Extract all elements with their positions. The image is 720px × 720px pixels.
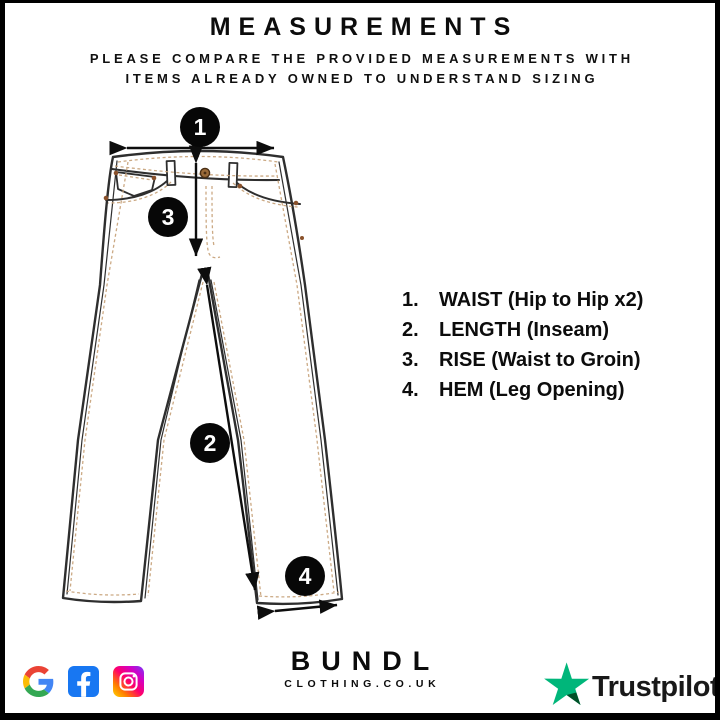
marker-waist bbox=[180, 107, 220, 147]
legend-text: WAIST (Hip to Hip x2) bbox=[439, 289, 644, 311]
brand-domain: CLOTHING.CO.UK bbox=[284, 678, 441, 690]
legend-number: 1. bbox=[402, 289, 419, 311]
legend-item-length bbox=[402, 319, 643, 341]
brand-name: BUNDL bbox=[290, 646, 441, 676]
legend-number: 4. bbox=[402, 379, 419, 401]
marker-length bbox=[190, 423, 230, 463]
legend-text: LENGTH (Inseam) bbox=[439, 319, 610, 341]
legend-number: 2. bbox=[402, 319, 419, 341]
trustpilot-star-icon bbox=[544, 661, 590, 706]
legend-item-rise bbox=[402, 349, 643, 371]
marker-rise bbox=[148, 197, 188, 237]
marker-label: 1 bbox=[193, 113, 207, 140]
page-title: MEASUREMENTS bbox=[209, 13, 519, 41]
marker-label: 4 bbox=[298, 562, 312, 589]
measurement-legend bbox=[402, 289, 643, 409]
legend-text: HEM (Leg Opening) bbox=[439, 379, 625, 401]
trustpilot-wordmark: Trustpilot bbox=[592, 671, 720, 703]
legend-number: 3. bbox=[402, 349, 419, 371]
marker-label: 2 bbox=[203, 429, 217, 456]
subtitle-line-2: ITEMS ALREADY OWNED TO UNDERSTAND SIZING bbox=[125, 70, 599, 86]
legend-text: RISE (Waist to Groin) bbox=[439, 349, 641, 371]
legend-item-waist bbox=[402, 289, 643, 311]
marker-hem bbox=[285, 556, 325, 596]
marker-label: 3 bbox=[161, 203, 175, 230]
subtitle-line-1: PLEASE COMPARE THE PROVIDED MEASUREMENTS WITH bbox=[89, 51, 634, 66]
legend-item-hem bbox=[402, 379, 643, 401]
